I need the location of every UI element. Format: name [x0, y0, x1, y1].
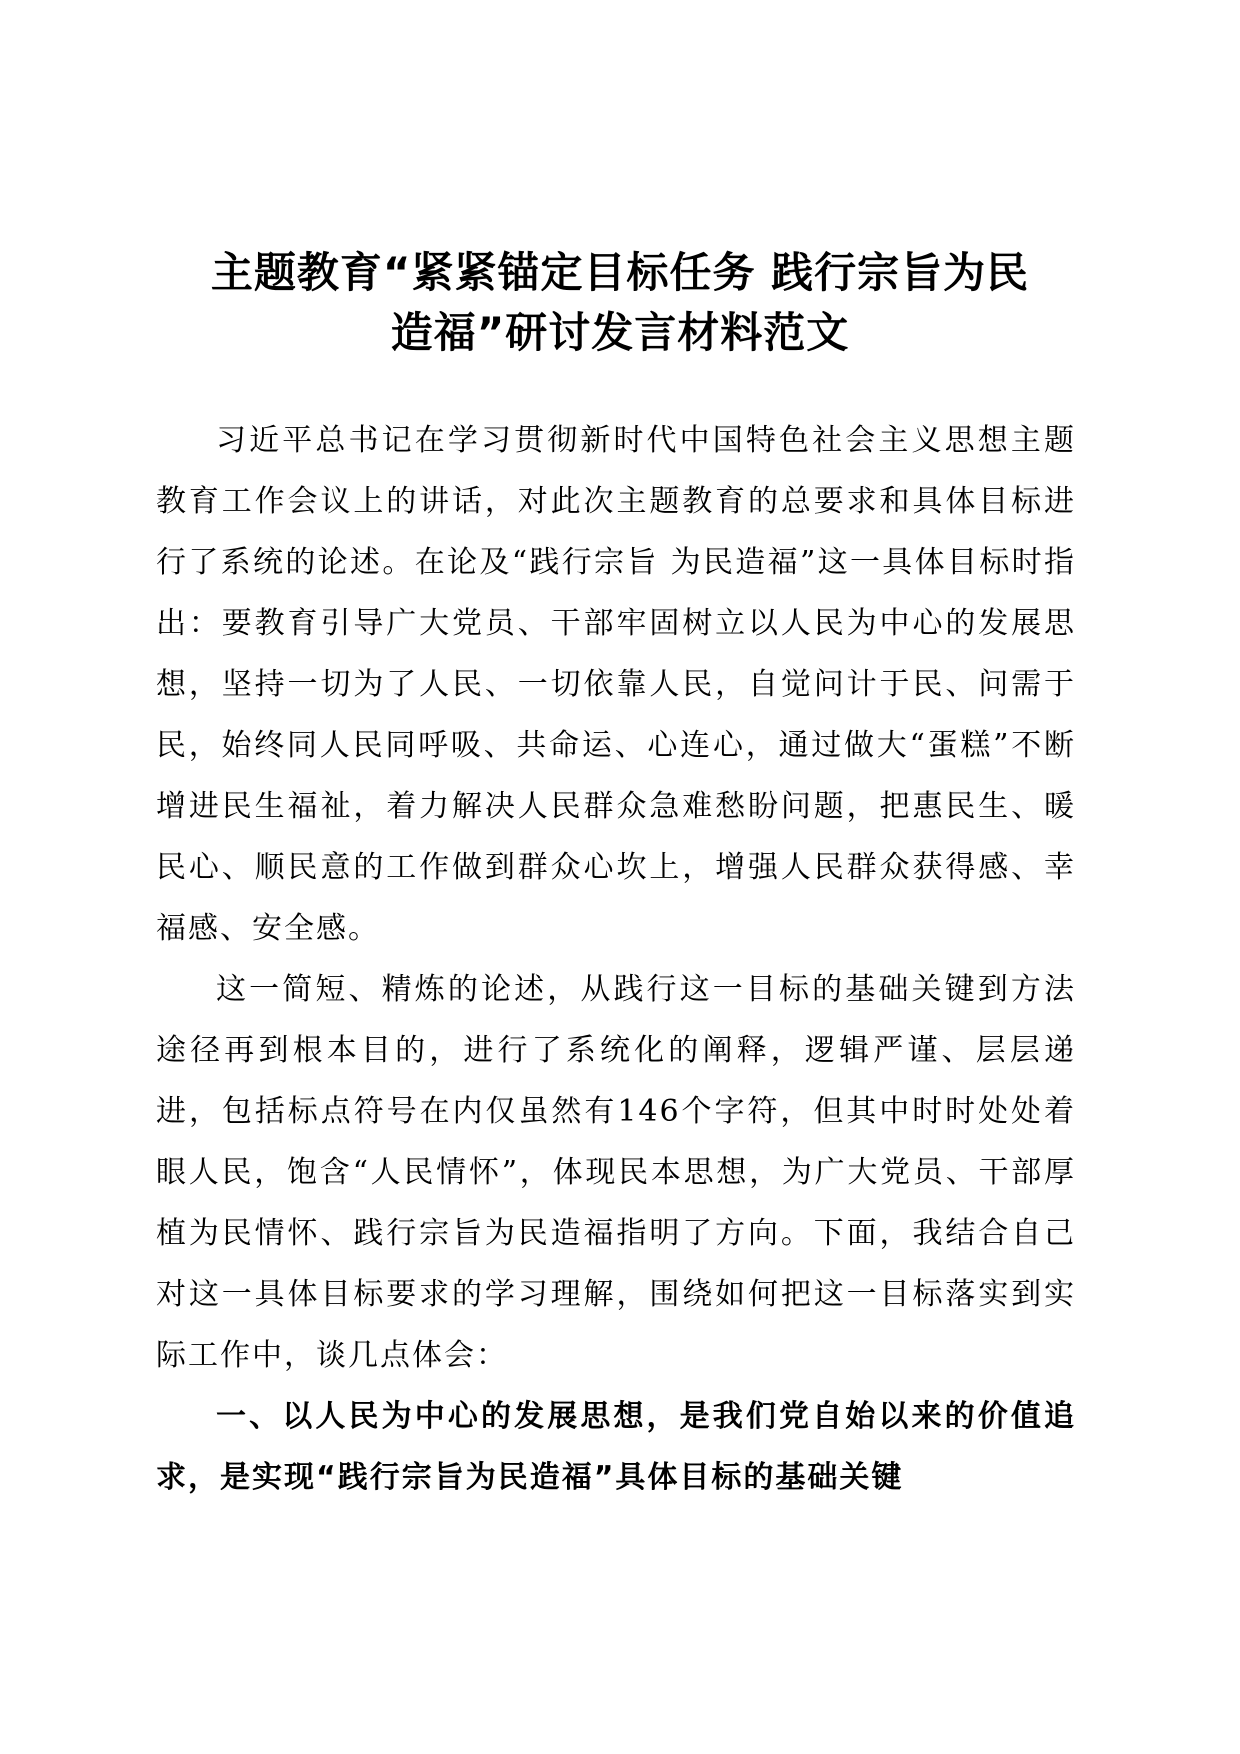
- document-title: [140, 243, 1100, 363]
- title-line-1: 主题教育“紧紧锚定目标任务 践行宗旨为民: [210, 248, 1030, 297]
- section-heading-1: 一、以人民为中心的发展思想，是我们党自始以来的价值追求，是实现“践行宗旨为民造福”具体目标的基础关键: [156, 1399, 1076, 1495]
- paragraph-1: 习近平总书记在学习贯彻新时代中国特色社会主义思想主题教育工作会议上的讲话，对此次主题教育的总要求和具体目标进行了系统的论述。在论及“践行宗旨 为民造福”这一具体目标时指出：要教育引导广大党员、干部牢固树立以人民为中心的发展思想，坚持一切为了人民、一切依靠人民，自觉问计于民、问需于民，始终同人民同呼吸、共命运、心连心，通过做大“蛋糕”不断增进民生福祉，着力解决人民群众急难愁盼问题，把惠民生、暖民心、顺民意的工作做到群众心坎上，增强人民群众获得感、幸福感、安全感。: [156, 423, 1076, 946]
- document-body: [156, 410, 1076, 1508]
- paragraph-2: 这一简短、精炼的论述，从践行这一目标的基础关键到方法途径再到根本目的，进行了系统化的阐释，逻辑严谨、层层递进，包括标点符号在内仅虽然有146个字符，但其中时时处处着眼人民，饱含“人民情怀”，体现民本思想，为广大党员、干部厚植为民情怀、践行宗旨为民造福指明了方向。下面，我结合自己对这一具体目标要求的学习理解，围绕如何把这一目标落实到实际工作中，谈几点体会：: [156, 972, 1076, 1373]
- title-line-2: 造福”研讨发言材料范文: [390, 308, 850, 357]
